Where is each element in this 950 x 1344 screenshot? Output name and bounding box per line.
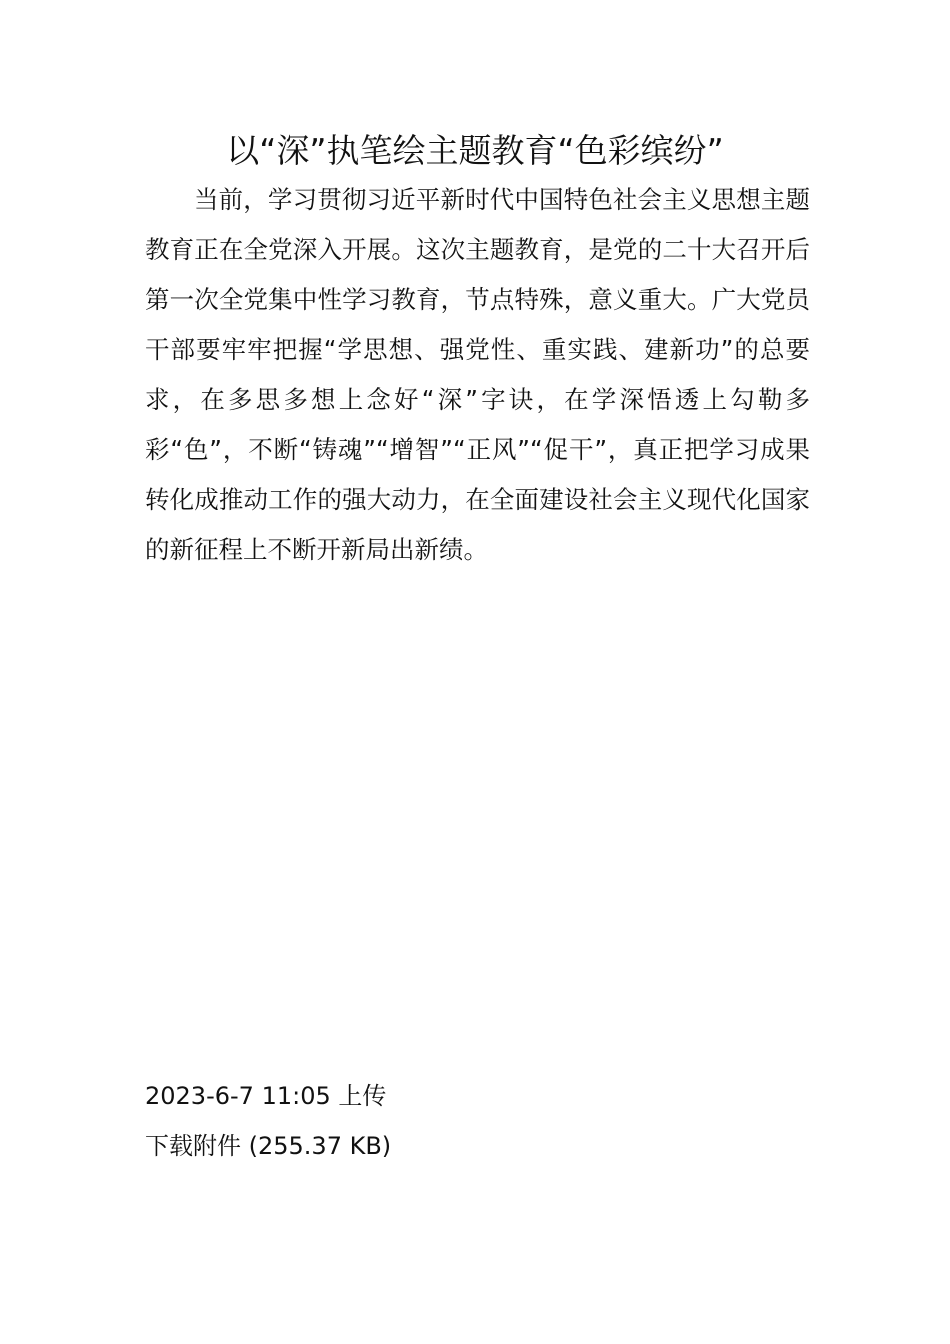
- download-attachment-link[interactable]: 下载附件 (255.37 KB): [145, 1132, 392, 1160]
- upload-timestamp: 2023-6-7 11:05 上传: [145, 1082, 387, 1110]
- article-title: 以“深”执笔绘主题教育“色彩缤纷”: [226, 131, 724, 170]
- article-body: 当前，学习贯彻习近平新时代中国特色社会主义思想主题教育正在全党深入开展。这次主题教育，是党的二十大召开后第一次全党集中性学习教育，节点特殊，意义重大。广大党员干部要牢牢把握“学思想、强党性、重实践、建新功”的总要求，在多思多想上念好“深”字诀，在学深悟透上勾勒多彩“色”，不断“铸魂”“增智”“正风”“促干”，真正把学习成果转化成推动工作的强大动力，在全面建设社会主义现代化国家的新征程上不断开新局出新绩。: [145, 185, 810, 564]
